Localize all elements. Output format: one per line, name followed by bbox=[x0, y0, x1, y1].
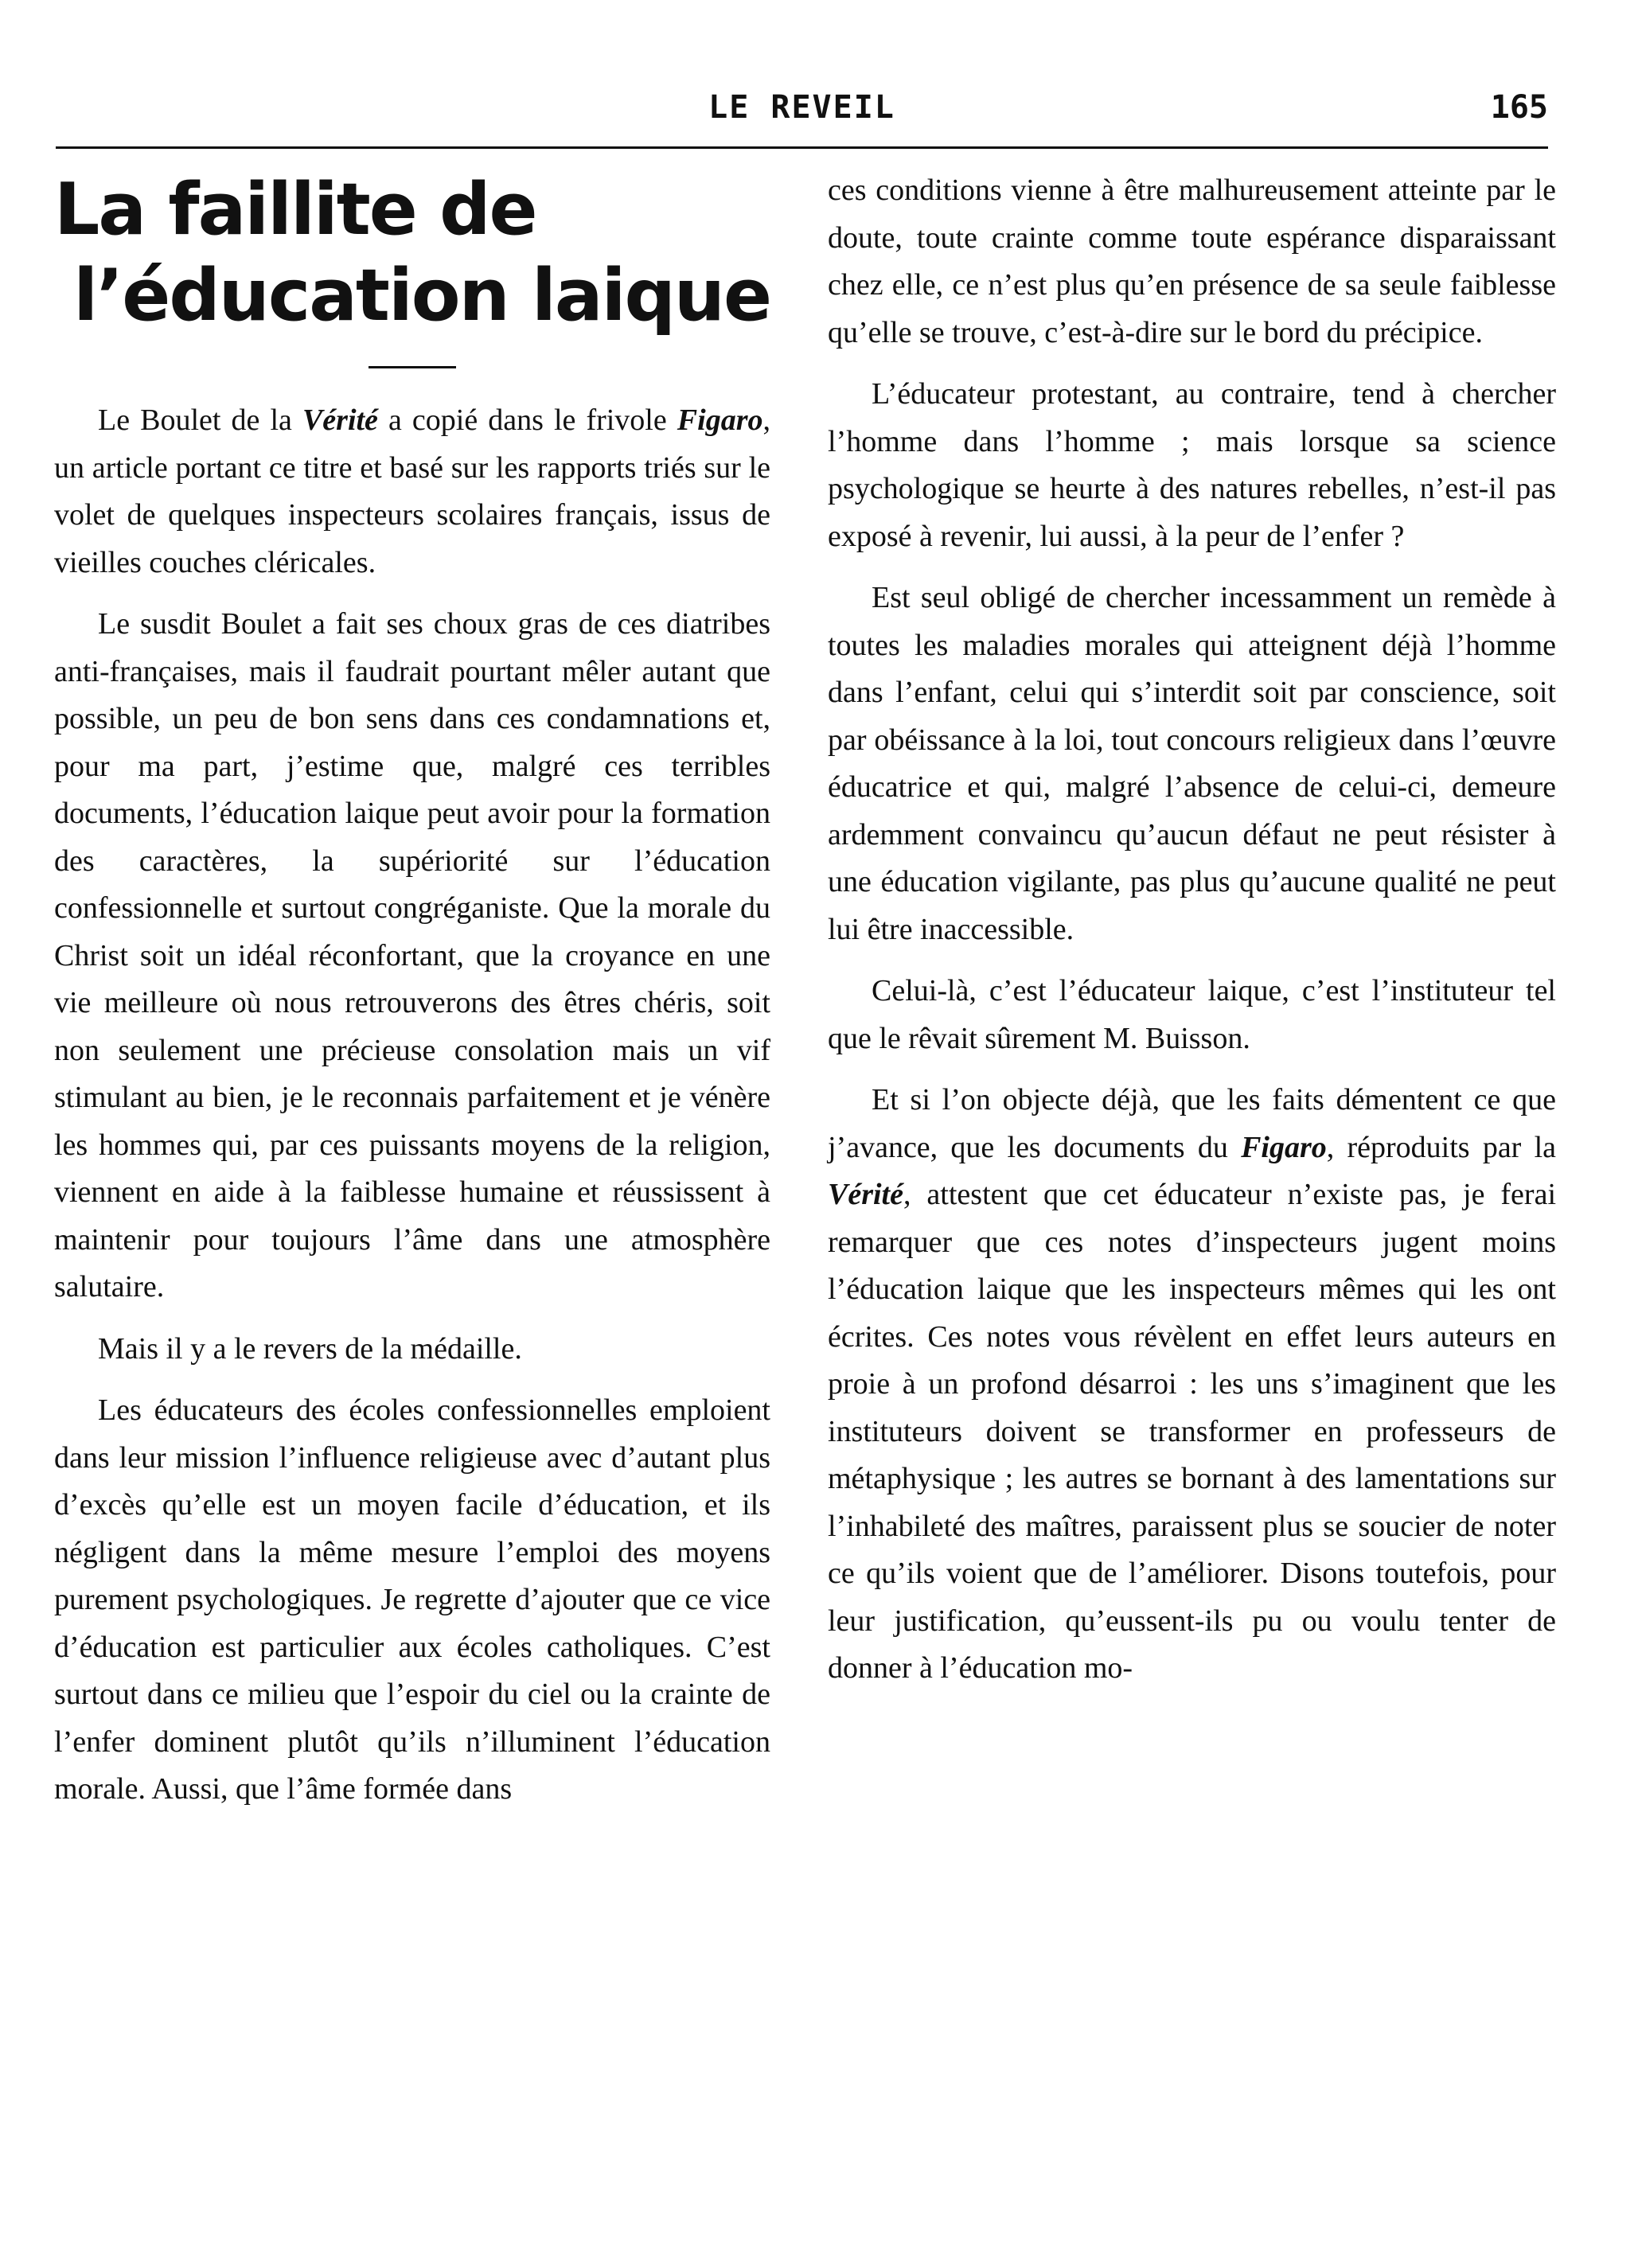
running-title: LE REVEIL bbox=[708, 89, 895, 126]
text-run: , un article portant ce titre et basé sur les rapports triés sur le volet de quelques inspecteurs scolaires français, issus de vieilles couches cléricales. bbox=[54, 403, 770, 579]
paragraph bbox=[828, 1077, 1556, 1693]
paragraph bbox=[54, 397, 770, 586]
text-run: Les éducateurs des écoles confessionnelles emploient dans leur mission l’influence religieuse avec d’autant plus d’excès qu’elle est un moyen facile d’éducation, et ils négligent dans la même mesure l’emploi des moyens purement psychologiques. Je regrette d’ajouter que ce vice d’éducation est particulier aux écoles catholiques. C’est surtout dans ce milieu que l’espoir du ciel ou la crainte de l’enfer dominent plutôt qu’ils n’illuminent l’éducation morale. Aussi, que l’âme formée dans bbox=[54, 1393, 770, 1806]
italic-run: Figaro bbox=[1241, 1130, 1327, 1164]
italic-run: Figaro bbox=[677, 403, 763, 437]
paragraph bbox=[828, 575, 1556, 953]
text-run: , réproduits par la bbox=[1326, 1130, 1556, 1164]
italic-run: Vérité bbox=[302, 403, 378, 437]
text-run: L’éducateur protestant, au contraire, tend à chercher l’homme dans l’homme ; mais lorsque sa science psychologique se heurte à des natures rebelles, n’est-il pas exposé à revenir, lui aussi, à la peur de l’enfer ? bbox=[828, 377, 1556, 553]
right-column bbox=[828, 167, 1556, 1707]
paragraph bbox=[54, 1387, 770, 1814]
text-run: Le Boulet de la bbox=[98, 403, 302, 437]
running-head bbox=[56, 86, 1548, 134]
text-run: , attestent que cet éducateur n’existe pas, je ferai remarquer que ces notes d’inspecteurs jugent moins l’éducation laique que les inspecteurs mêmes qui les ont écrites. Ces notes vous révèlent en effet leurs auteurs en proie à un profond désarroi : les uns s’imaginent que les instituteurs doivent se transformer en professeurs de métaphysique ; les autres se bornant à des lamentations sur l’inhabileté des maîtres, paraissent plus se soucier de noter ce qu’ils voient que de l’améliorer. Disons toutefois, pour leur justification, qu’eussent-ils pu ou voulu tenter de donner à l’éducation mo- bbox=[828, 1178, 1556, 1685]
title-line-2: l’éducation laique bbox=[73, 254, 770, 337]
left-column bbox=[54, 167, 770, 1828]
text-run: Mais il y a le revers de la médaille. bbox=[98, 1331, 522, 1366]
text-run: ces conditions vienne à être malhureusement atteinte par le doute, toute crainte comme toute espérance disparaissant chez elle, ce n’est plus qu’en présence de sa seule faiblesse qu’elle se trouve, c’est-à-dire sur le bord du précipice. bbox=[828, 173, 1556, 349]
paragraph bbox=[54, 601, 770, 1311]
paragraph bbox=[828, 968, 1556, 1062]
page-number: 165 bbox=[1490, 89, 1548, 126]
paragraph bbox=[828, 371, 1556, 560]
italic-run: Vérité bbox=[828, 1178, 903, 1211]
text-run: Et si l’on objecte déjà, que les faits démentent ce que j’avance, que les documents du bbox=[828, 1083, 1556, 1164]
text-run: Celui-là, c’est l’éducateur laique, c’est l’instituteur tel que le rêvait sûrement M. Buisson. bbox=[828, 974, 1556, 1055]
header-rule bbox=[56, 146, 1548, 149]
title-rule bbox=[369, 366, 456, 368]
paragraph bbox=[828, 167, 1556, 357]
text-run: a copié dans le frivole bbox=[377, 403, 677, 437]
paragraph bbox=[54, 1326, 770, 1374]
text-run: Le susdit Boulet a fait ses choux gras de ces diatribes anti-françaises, mais il faudrait pourtant mêler autant que possible, un peu de bon sens dans ces condamnations et, pour ma part, j’estime que, malgré ces terribles documents, l’éducation laique peut avoir pour la formation des caractères, la supériorité sur l’éducation confessionnelle et surtout congréganiste. Que la morale du Christ soit un idéal réconfortant, que la croyance en une vie meilleure où nous retrouverons des êtres chéris, soit non seulement une précieuse consolation mais un vif stimulant au bien, je le reconnais parfaitement et je vénère les hommes qui, par ces puissants moyens de la religion, viennent en aide à la faiblesse humaine et réussissent à maintenir pour toujours l’âme dans une atmosphère salutaire. bbox=[54, 607, 770, 1304]
title-line-1: La faillite de bbox=[54, 168, 536, 251]
article-title bbox=[54, 167, 770, 339]
text-run: Est seul obligé de chercher incessamment un remède à toutes les maladies morales qui atteignent déjà l’homme dans l’enfant, celui qui s’interdit soit par conscience, soit par obéissance à la loi, tout concours religieux dans l’œuvre éducatrice et qui, malgré l’absence de celui-ci, demeure ardemment convaincu qu’aucun défaut ne peut résister à une éducation vigilante, pas plus qu’aucune qualité ne peut lui être inaccessible. bbox=[828, 581, 1556, 946]
